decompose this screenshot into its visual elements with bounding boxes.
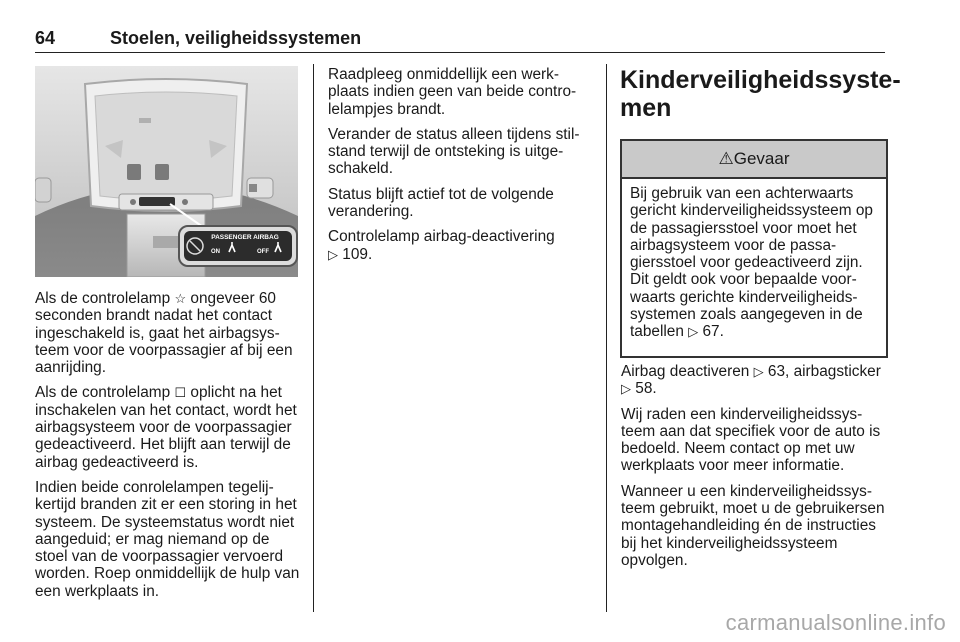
column-right: [621, 363, 887, 577]
section-heading: Kinderveiligheidssystemen: [620, 66, 901, 122]
overhead-console-illustration: [35, 66, 298, 277]
paragraph-status-active: Status blijft actief tot de volgende verandering.: [328, 185, 554, 221]
airbag-on-lamp-icon: ☆: [174, 291, 187, 306]
paragraph-controlelamp: Controlelamp airbag-deactivering ▷ 109.: [328, 228, 555, 263]
airbag-on-label: ON: [211, 249, 220, 255]
column-middle: [328, 66, 593, 271]
warning-triangle-icon: ⚠: [718, 149, 734, 168]
reference-triangle-icon: ▷: [753, 364, 764, 379]
warning-title: Gevaar: [733, 149, 790, 168]
warning-box: [620, 139, 888, 358]
page-number: 64: [35, 28, 56, 48]
paragraph-lamp-on: Als de controlelamp ☆ ongeveer 60 seconden brandt nadat het contact ingeschakeld is, gaat het airbagsysteem voor de voorpassagier af bij een aanrijding.: [35, 290, 293, 377]
paragraph-instructions: Wanneer u een kinderveiligheidssysteem gebruikt, moet u de gebruikersen montagehandleiding én de instructies bij het kinderveiligheidssysteem opvolgen.: [621, 482, 885, 569]
paragraph-lamp-off: Als de controlelamp ☐ oplicht na het inschakelen van het contact, wordt het airbagsysteem voor de voorpassagier gedeactiveerd. Het blijft aan terwijl de airbag gedeactiveerd is.: [35, 384, 297, 471]
airbag-off-lamp-icon: ☐: [174, 385, 187, 401]
reference-triangle-icon: ▷: [328, 246, 338, 262]
warning-text: Bij gebruik van een achterwaarts gericht kinderveiligheidssysteem op de passagiersstoel voor moet het airbagsysteem voor de passagiersstoel voor gedeactiveerd zijn. Dit geldt ook voor bepaalde voorwaarts gerichte kinderveiligheidssystemen zoals aangegeven in de tabellen ▷ 67.: [630, 185, 873, 341]
page-header: [35, 28, 885, 50]
reference-triangle-icon: ▷: [621, 381, 631, 397]
column-divider: [606, 64, 607, 612]
column-left: [35, 290, 300, 608]
paragraph-airbag-deactivate: Airbag deactiveren ▷ 63, airbagsticker ▷ 58.: [621, 363, 881, 398]
warning-header: [622, 141, 886, 179]
airbag-off-label: OFF: [257, 249, 269, 255]
paragraph-fault: Indien beide conrolelampen tegelijkertijd branden zit er een storing in het systeem. De systeemstatus wordt niet aangeduid; er mag niemand op de stoel van de voorpassagier vervoerd worden. Roep onmiddellijk de hulp van een werkplaats in.: [35, 478, 300, 600]
header-rule: [35, 52, 885, 53]
reference-triangle-icon: ▷: [688, 324, 699, 340]
passenger-airbag-label: PASSENGER AIRBAG: [211, 234, 279, 241]
paragraph-workshop: Raadpleeg onmiddellijk een werkplaats indien geen van beide controlelampjes brandt.: [328, 66, 577, 118]
chapter-title: Stoelen, veiligheidssystemen: [110, 28, 362, 48]
column-divider: [313, 64, 314, 612]
paragraph-change-status: Verander de status alleen tijdens stilstand terwijl de ontsteking is uitgeschakeld.: [328, 125, 580, 178]
watermark: carmanualsonline.info: [725, 610, 946, 635]
paragraph-recommend: Wij raden een kinderveiligheidssysteem aan dat specifiek voor de auto is bedoeld. Neem contact op met uw werkplaats voor meer informatie.: [621, 405, 881, 475]
